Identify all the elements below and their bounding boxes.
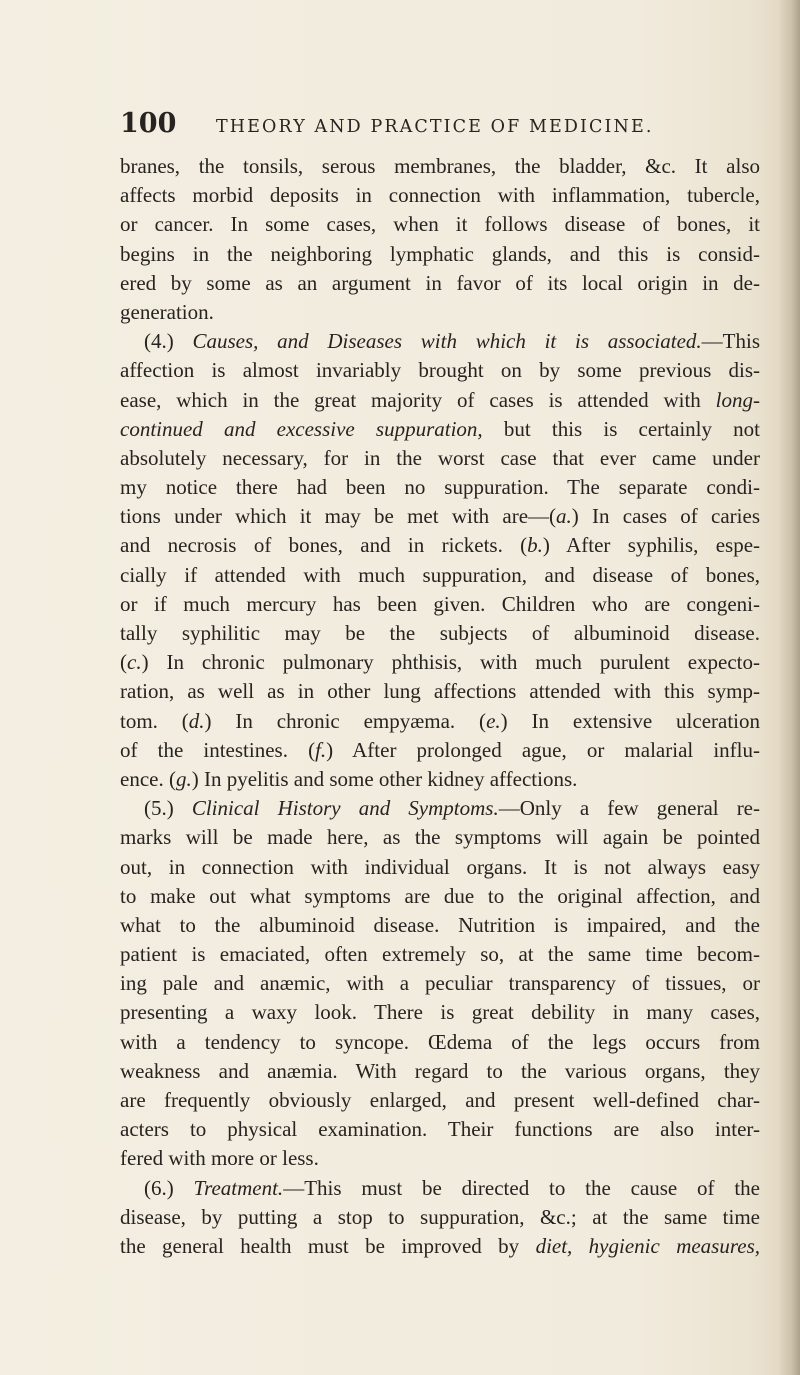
italic-text: Clinical History and Symptoms. — [191, 796, 499, 821]
text-line — [120, 619, 760, 648]
text-line — [120, 969, 760, 998]
text-segment: are frequently obviously enlarged, and present well-defined char- — [120, 1088, 760, 1112]
text-segment: weakness and anæmia. With regard to the various organs, they — [120, 1058, 760, 1083]
text-line — [120, 1057, 760, 1086]
italic-text: f. — [315, 737, 327, 762]
text-segment: ing pale and anæmic, with a peculiar transparency of tissues, or — [120, 971, 760, 996]
text-segment: out, in connection with individual organs. It is not always easy — [120, 854, 760, 879]
text-line — [120, 823, 760, 852]
text-segment: and necrosis of bones, and in rickets. ( — [120, 533, 528, 558]
text-line — [120, 1203, 760, 1232]
text-segment: but this is certainly not — [482, 416, 760, 441]
text-segment: generation. — [120, 299, 214, 324]
italic-text: continued and excessive suppuration, — [120, 416, 483, 441]
text-line — [120, 707, 760, 736]
text-line — [120, 181, 760, 210]
text-line — [120, 998, 760, 1027]
italic-text: e. — [486, 708, 501, 733]
text-line — [120, 531, 760, 560]
text-line — [120, 473, 760, 502]
text-segment: ) In chronic pulmonary phthisis, with much purulent expecto- — [141, 650, 760, 675]
text-segment: ) In extensive ulceration — [500, 708, 761, 733]
text-line — [120, 386, 760, 415]
text-segment: patient is emaciated, often extremely so, at the same time becom- — [120, 942, 760, 967]
italic-text: diet, hygienic measures, — [535, 1233, 760, 1258]
text-segment: ( — [120, 650, 127, 675]
text-segment: ) In pyelitis and some other kidney affections. — [191, 766, 578, 791]
italic-text: d. — [188, 708, 205, 733]
text-segment: with a tendency to syncope. Œdema of the legs occurs from — [120, 1029, 760, 1054]
text-segment: tom. ( — [120, 708, 189, 733]
body-text — [120, 152, 760, 1261]
text-segment: ration, as well as in other lung affections attended with this symp- — [120, 679, 760, 704]
text-segment: branes, the tonsils, serous membranes, the bladder, &c. It also — [120, 154, 760, 178]
text-segment: marks will be made here, as the symptoms will again be pointed — [120, 825, 760, 850]
italic-text: b. — [527, 533, 543, 558]
italic-text: long- — [715, 387, 760, 412]
text-line — [120, 1028, 760, 1057]
page-header — [120, 108, 800, 148]
text-line — [120, 911, 760, 940]
italic-text: Treatment. — [193, 1175, 284, 1200]
italic-text: c. — [127, 650, 142, 675]
text-line — [120, 1086, 760, 1115]
text-line — [120, 502, 760, 531]
text-line — [120, 415, 760, 444]
text-segment: (5.) — [144, 796, 192, 821]
text-segment: (4.) — [144, 329, 193, 354]
text-segment: —This must be directed to the cause of the — [283, 1175, 760, 1200]
text-segment: ence. ( — [120, 766, 176, 791]
italic-text: Causes, and Diseases with which it is associated. — [192, 329, 702, 354]
text-line — [120, 356, 760, 385]
text-line — [120, 210, 760, 239]
text-line — [120, 1115, 760, 1144]
text-line — [120, 561, 760, 590]
text-segment: presenting a waxy look. There is great debility in many cases, — [120, 1000, 760, 1025]
text-segment: ered by some as an argument in favor of its local origin in de- — [120, 270, 760, 295]
text-segment: tally syphilitic may be the subjects of albuminoid disease. — [120, 621, 760, 645]
text-segment: absolutely necessary, for in the worst case that ever came under — [120, 445, 760, 470]
text-line — [120, 853, 760, 882]
text-segment: ) After syphilis, espe- — [542, 533, 761, 558]
text-line — [120, 1232, 760, 1261]
running-title: THEORY AND PRACTICE OF MEDICINE. — [216, 117, 654, 137]
text-segment: affection is almost invariably brought on by some previous dis- — [120, 358, 760, 383]
text-line — [120, 1174, 760, 1203]
text-line — [120, 940, 760, 969]
text-segment: tions under which it may be met with are—( — [120, 504, 557, 529]
text-segment: —Only a few general re- — [498, 796, 760, 821]
page-edge-shadow — [778, 0, 800, 1375]
text-segment: (6.) — [144, 1175, 194, 1200]
text-segment: ) In cases of caries — [571, 504, 761, 529]
text-segment: ) After prolonged ague, or malarial influ- — [326, 737, 761, 762]
page-number: 100 — [120, 108, 177, 139]
italic-text: g. — [175, 766, 192, 791]
text-line — [120, 298, 760, 327]
text-segment: acters to physical examination. Their functions are also inter- — [120, 1117, 760, 1142]
text-segment: —This — [701, 329, 760, 354]
text-segment: fered with more or less. — [120, 1146, 319, 1171]
text-line — [120, 444, 760, 473]
text-line — [120, 269, 760, 298]
text-segment: to make out what symptoms are due to the original affection, and — [120, 883, 760, 908]
text-segment: ease, which in the great majority of cases is attended with — [120, 387, 716, 412]
text-line — [120, 152, 760, 181]
text-line — [120, 1144, 760, 1173]
text-segment: begins in the neighboring lymphatic glands, and this is consid- — [120, 241, 760, 266]
text-line — [120, 590, 760, 619]
text-line — [120, 736, 760, 765]
text-segment: what to the albuminoid disease. Nutrition is impaired, and the — [120, 912, 760, 937]
italic-text: a. — [556, 504, 572, 529]
text-line — [120, 677, 760, 706]
text-segment: my notice there had been no suppuration. The separate condi- — [120, 475, 760, 500]
text-line — [120, 794, 760, 823]
text-line — [120, 765, 760, 794]
text-segment: of the intestines. ( — [120, 737, 316, 762]
text-segment: the general health must be improved by — [120, 1233, 536, 1258]
text-line — [120, 882, 760, 911]
text-segment: affects morbid deposits in connection with inflammation, tubercle, — [120, 183, 760, 208]
text-line — [120, 240, 760, 269]
text-line — [120, 327, 760, 356]
text-segment: or cancer. In some cases, when it follows disease of bones, it — [120, 212, 760, 237]
text-segment: ) In chronic empyæma. ( — [204, 708, 487, 733]
text-segment: or if much mercury has been given. Children who are congeni- — [120, 591, 760, 616]
text-line — [120, 648, 760, 677]
text-segment: disease, by putting a stop to suppuration, &c.; at the same time — [120, 1204, 760, 1229]
text-segment: cially if attended with much suppuration, and disease of bones, — [120, 562, 760, 587]
